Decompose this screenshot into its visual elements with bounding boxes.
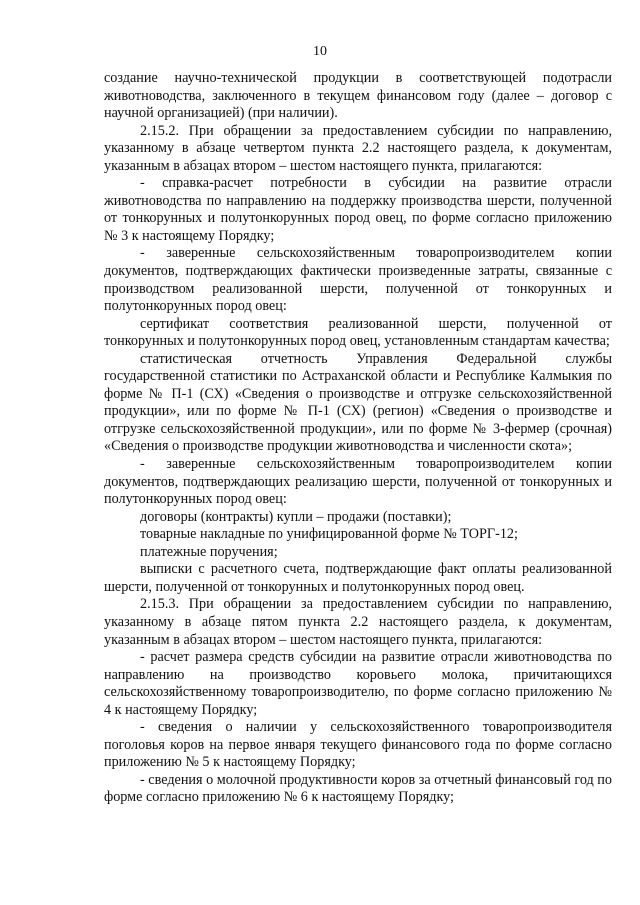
paragraph: статистическая отчетность Управления Федеральной службы государственной статистики по Астраханской области и Республике Калмыкия по форме № П-1 (СХ) «Сведения о производстве и отгрузке сельскохозяйственной продукции», или по форме № П-1 (СХ) (регион) «Сведения о производстве и отгрузке сельскохозяйственной продукции», или по форме № 3-фермер (срочная) «Сведения о производстве продукции животноводства и численности скота»; xyxy=(104,350,612,455)
page-number: 10 xyxy=(313,44,327,59)
paragraph: создание научно-технической продукции в соответствующей подотрасли животноводства, заключенного в текущем финансовом году (далее – договор с научной организацией) (при наличии). xyxy=(104,70,612,122)
paragraph: - заверенные сельскохозяйственным товаропроизводителем копии документов, подтверждающих реализацию шерсти, полученной от тонкорунных и полутонкорунных пород овец: xyxy=(104,456,612,508)
paragraph: 2.15.2. При обращении за предоставлением субсидии по направлению, указанному в абзаце четвертом пункта 2.2 настоящего раздела, к документам, указанным в абзацах втором – шестом настоящего пункта, прилагаются: xyxy=(104,122,612,174)
paragraph: - заверенные сельскохозяйственным товаропроизводителем копии документов, подтверждающих фактически произведенные затраты, связанные с производством реализованной шерсти, полученной от тонкорунных и полутонкорунных пород овец: xyxy=(104,245,612,315)
document-body xyxy=(104,70,612,807)
paragraph: товарные накладные по унифицированной форме № ТОРГ-12; xyxy=(140,526,518,543)
paragraph: платежные поручения; xyxy=(140,543,278,560)
paragraph: - сведения о наличии у сельскохозяйственного товаропроизводителя поголовья коров на первое января текущего финансового года по форме согласно приложению № 5 к настоящему Порядку; xyxy=(104,719,612,771)
paragraph: выписки с расчетного счета, подтверждающие факт оплаты реализованной шерсти, полученной от тонкорунных и полутонкорунных пород овец. xyxy=(104,561,612,595)
paragraph: сертификат соответствия реализованной шерсти, полученной от тонкорунных и полутонкорунных пород овец, установленным стандартам качества; xyxy=(104,315,612,350)
paragraph: - расчет размера средств субсидии на развитие отрасли животноводства по направлению на производство коровьего молока, причитающихся сельскохозяйственному товаропроизводителю, по форме согласно приложению № 4 к настоящему Порядку; xyxy=(104,649,612,718)
paragraph: - сведения о молочной продуктивности коров за отчетный финансовый год по форме согласно приложению № 6 к настоящему Порядку; xyxy=(104,771,612,806)
paragraph: 2.15.3. При обращении за предоставлением субсидии по направлению, указанному в абзаце пятом пункта 2.2 настоящего раздела, к документам, указанным в абзацах втором – шестом настоящего пункта, прилагаются: xyxy=(104,596,612,648)
paragraph: - справка-расчет потребности в субсидии на развитие отрасли животноводства по направлению на поддержку производства шерсти, полученной от тонкорунных и полутонкорунных пород овец, по форме согласно приложению № 3 к настоящему Порядку; xyxy=(104,175,612,244)
paragraph: договоры (контракты) купли – продажи (поставки); xyxy=(140,508,452,525)
